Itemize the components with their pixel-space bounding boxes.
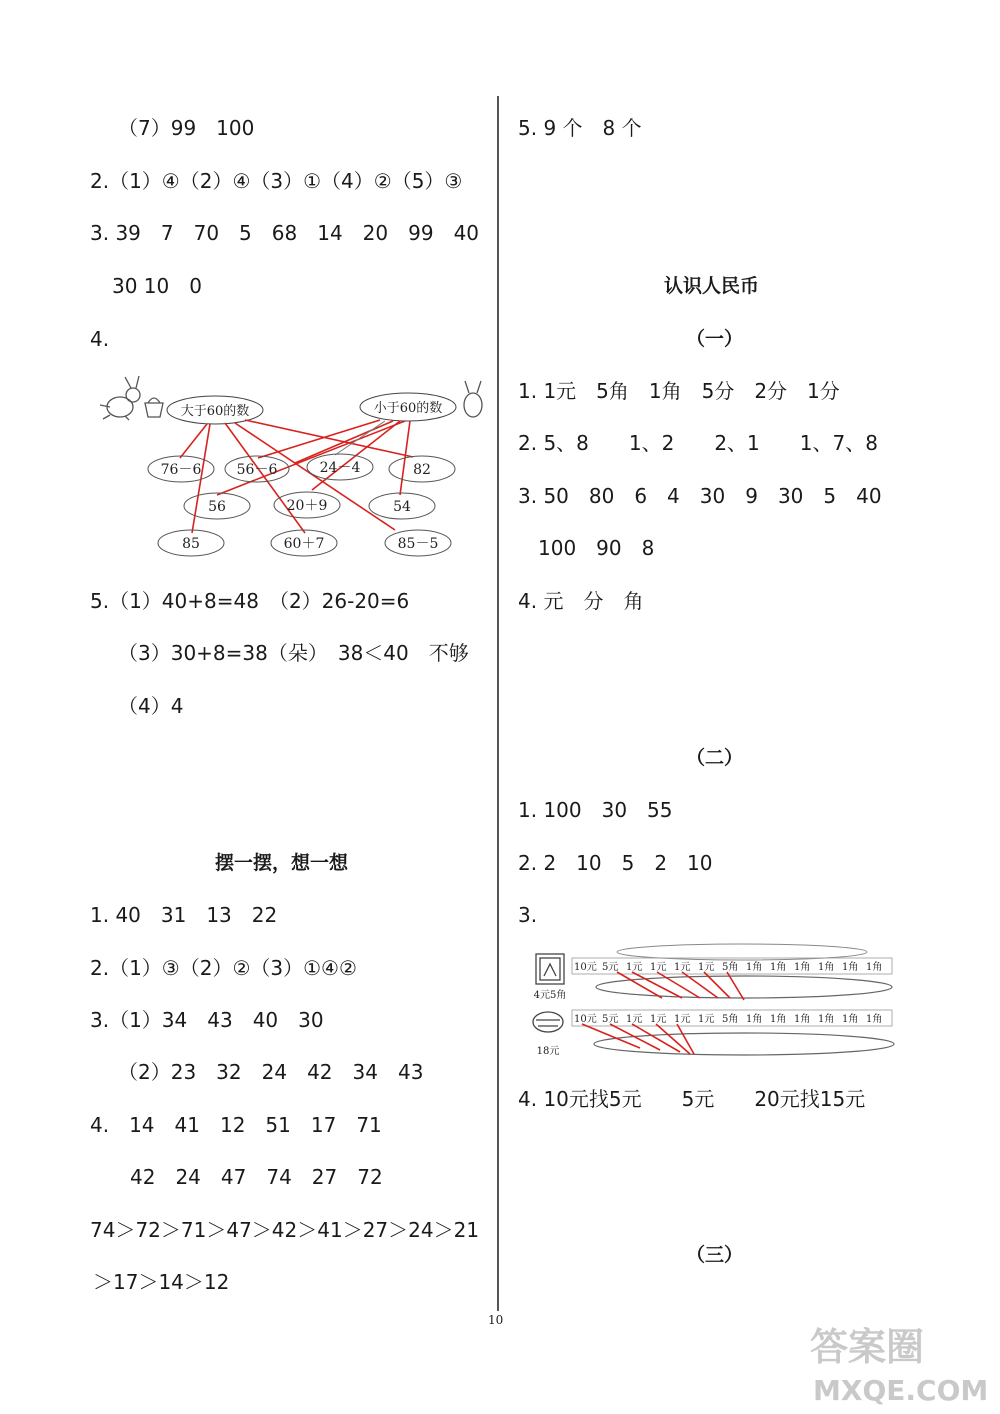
part-title: （一） [686, 328, 744, 350]
site-watermark [805, 1318, 990, 1408]
answer-line: 3. 39 7 70 5 68 14 20 99 40 [90, 221, 480, 245]
answer-line: 4. 14 41 12 51 17 71 [90, 1113, 382, 1137]
money-row2-item: 1元 [698, 1014, 715, 1025]
money-row2-item: 1角 [770, 1014, 787, 1025]
answer-line: 2. 2 10 5 2 10 [518, 851, 713, 875]
answer-line: 5.（1）40+8=48 （2）26-20=6 [90, 589, 410, 613]
page-number: 10 [488, 1313, 504, 1327]
toy-icon [533, 1012, 563, 1032]
section-title: 摆一摆，想一想 [215, 852, 349, 874]
answer-line: （7）99 100 [118, 116, 255, 140]
money-row1-item: 1元 [698, 962, 715, 973]
money-row2-item: 1角 [866, 1014, 883, 1025]
money-row1-item: 1角 [746, 962, 763, 973]
answer-line: ＞17＞14＞12 [93, 1270, 230, 1294]
less-than-60-label: 小于60的数 [373, 401, 443, 416]
answer-line: （2）23 32 24 42 34 43 [118, 1060, 424, 1084]
money-row2-item: 1角 [746, 1014, 763, 1025]
money-row1-item: 1元 [650, 962, 667, 973]
answer-line: 5. 9 个 8 个 [518, 116, 642, 140]
section-title: 认识人民币 [664, 275, 760, 297]
part-title: （三） [686, 1244, 744, 1266]
money-row2-item: 1元 [650, 1014, 667, 1025]
money-row1-item: 1角 [770, 962, 787, 973]
money-row1-item: 5角 [722, 962, 739, 973]
money-row2-item: 1元 [674, 1014, 691, 1025]
item2-price: 18元 [536, 1046, 560, 1057]
money-row1-item: 1元 [626, 962, 643, 973]
watermark-logo-text: 答案圈 [810, 1325, 925, 1369]
answer-line: 3. 50 80 6 4 30 9 30 5 40 [518, 484, 882, 508]
answer-line: 4. 元 分 角 [518, 589, 644, 613]
watermark-url-text: MXQE.COM [813, 1374, 989, 1407]
money-row2-item: 5角 [722, 1014, 739, 1025]
money-row2-item: 1角 [818, 1014, 835, 1025]
answer-line: 4. 10元找5元 5元 20元找15元 [518, 1087, 866, 1111]
money-row1-item: 1角 [842, 962, 859, 973]
money-row2-item: 1角 [842, 1014, 859, 1025]
item-76-6: 76－6 [160, 462, 202, 478]
item-56: 56 [208, 499, 226, 515]
money-row2-item: 10元 [574, 1014, 597, 1025]
answer-line: 1. 1元 5角 1角 5分 2分 1分 [518, 379, 840, 403]
answer-line: 2. 5、8 1、2 2、1 1、7、8 [518, 431, 878, 455]
item-60-7: 60＋7 [283, 536, 325, 552]
money-row1-item: 1角 [818, 962, 835, 973]
item-54: 54 [393, 499, 411, 515]
answer-line: （3）30+8=38（朵） 38＜40 不够 [118, 641, 469, 665]
picture-frame-icon [536, 954, 564, 984]
item1-price: 4元5角 [533, 990, 567, 1001]
answer-line: 1. 40 31 13 22 [90, 903, 278, 927]
matching-lines [582, 972, 744, 1054]
answer-line: 1. 100 30 55 [518, 798, 673, 822]
answer-line: 30 10 0 [112, 274, 202, 298]
money-row1-item: 1角 [866, 962, 883, 973]
answer-line: 42 24 47 74 27 72 [130, 1165, 383, 1189]
column-divider [497, 96, 499, 1311]
answer-line: 4. [90, 327, 110, 351]
answer-line: 3.（1）34 43 40 30 [90, 1008, 324, 1032]
item-85-5: 85－5 [397, 536, 439, 552]
item-20-9: 20＋9 [286, 498, 328, 514]
rabbit-icon [464, 381, 482, 417]
money-row1-item: 5元 [602, 962, 619, 973]
rabbit-icon [100, 376, 140, 420]
answer-line: 3. [518, 903, 538, 927]
money-row1-item: 1元 [674, 962, 691, 973]
money-row1-item: 1角 [794, 962, 811, 973]
answer-line: 2.（1）③（2）②（3）①④② [90, 956, 357, 980]
money-row1-item: 10元 [574, 962, 597, 973]
money-match-figure [522, 940, 897, 1065]
item-82: 82 [413, 462, 431, 478]
money-row2-item: 1角 [794, 1014, 811, 1025]
basket-icon [145, 398, 163, 417]
part-title: （二） [686, 747, 744, 769]
number-sort-figure [95, 375, 490, 565]
connection-lines [180, 420, 413, 533]
answer-line: （4）4 [118, 694, 184, 718]
answer-line: 100 90 8 [538, 536, 655, 560]
item-24-4: 24－4 [319, 460, 361, 476]
money-row2-item: 1元 [626, 1014, 643, 1025]
money-row2-item: 5元 [602, 1014, 619, 1025]
answer-line: 2.（1）④（2）④（3）①（4）②（5）③ [90, 169, 463, 193]
answer-line: 74＞72＞71＞47＞42＞41＞27＞24＞21 [90, 1218, 480, 1242]
item-85: 85 [182, 536, 200, 552]
greater-than-60-label: 大于60的数 [180, 404, 250, 419]
item-56-6: 56－6 [236, 462, 278, 478]
